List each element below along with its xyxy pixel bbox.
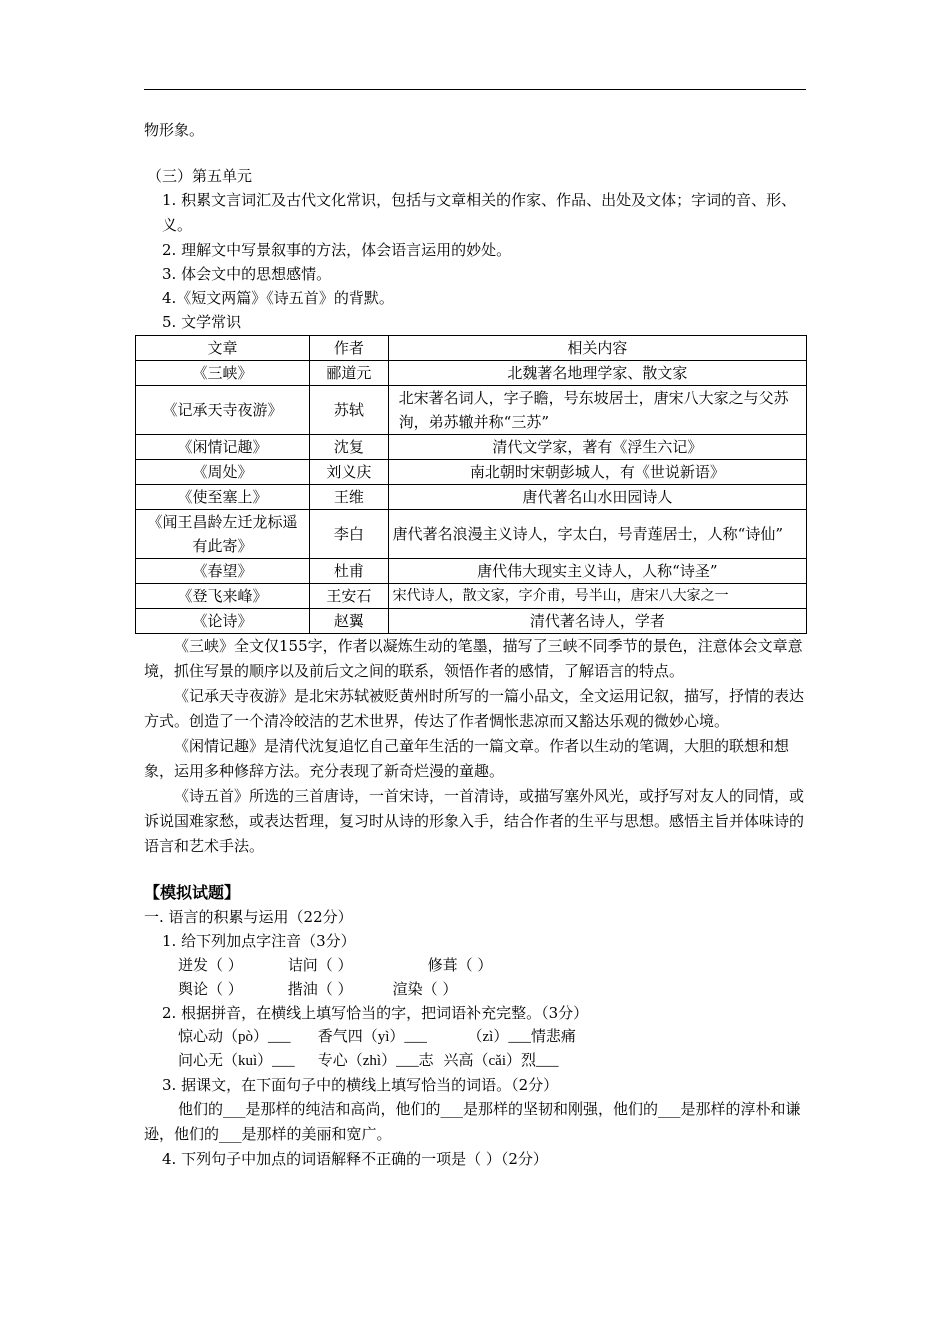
table-cell-author: 沈复 [310, 435, 389, 460]
table-row [136, 460, 807, 485]
table-cell-work: 《闲情记趣》 [136, 435, 310, 460]
question-3-text: 他们的___是那样的纯洁和高尚，他们的___是那样的坚韧和刚强，他们的___是那样的淳朴和谦逊，他们的___是那样的美丽和宽广。 [144, 1100, 801, 1143]
question-4-stem: 4. 下列句子中加点的词语解释不正确的一项是（ ）（2分） [162, 1150, 548, 1168]
header-rule [144, 89, 806, 90]
table-cell-info: 清代文学家，著有《浮生六记》 [388, 435, 806, 460]
pinyin-item: 揩油（ ） [287, 980, 353, 998]
fill-item: 专心（zhì）___志 [317, 1053, 434, 1069]
question-1-row-1 [144, 953, 806, 977]
paragraph: 《诗五首》所选的三首唐诗，一首宋诗，一首清诗，或描写塞外风光，或抒写对友人的同情，或诉说国难家愁，或表达哲理，复习时从诗的形象入手，结合作者的生平与思想。感悟主旨并体味诗的语言和艺术手法。 [144, 787, 805, 855]
table-row [136, 584, 807, 609]
table-cell-info: 唐代伟大现实主义诗人，人称“诗圣” [388, 559, 806, 584]
table-cell-work: 《周处》 [136, 460, 310, 485]
table-header-row [136, 336, 807, 361]
table-cell-info: 北宋著名词人，字子瞻，号东坡居士，唐宋八大家之与父苏洵，弟苏辙并称“三苏” [388, 386, 806, 435]
question-2-row-1 [144, 1025, 806, 1049]
table-cell-work: 《记承天寺夜游》 [136, 386, 310, 435]
unit-item-3: 3. 体会文中的思想感情。 [162, 265, 332, 283]
table-cell-work: 《闻王昌龄左迁龙标遥有此寄》 [136, 510, 310, 559]
paragraph: 《记承天寺夜游》是北宋苏轼被贬黄州时所写的一篇小品文，全文运用记叙，描写，抒情的表达方式。创造了一个清冷皎洁的艺术世界，传达了作者惆怅悲凉而又豁达乐观的微妙心境。 [144, 687, 805, 730]
exam-heading: 【模拟试题】 [144, 883, 241, 902]
table-row [136, 386, 807, 435]
paragraph: 《三峡》全文仅155字，作者以凝炼生动的笔墨，描写了三峡不同季节的景色，注意体会文章意境，抓住写景的顺序以及前后文之间的联系，领悟作者的感情，了解语言的特点。 [144, 637, 803, 680]
table-cell-author: 苏轼 [310, 386, 389, 435]
unit-item-5: 5. 文学常识 [162, 313, 242, 331]
table-cell-info: 唐代著名山水田园诗人 [388, 485, 806, 510]
table-row [136, 361, 807, 386]
question-2-stem: 2. 根据拼音，在横线上填写恰当的字，把词语补充完整。（3分） [162, 1004, 589, 1022]
section-title: 一. 语言的积累与运用（22分） [144, 908, 353, 926]
unit-title: （三）第五单元 [147, 167, 253, 185]
table-row [136, 435, 807, 460]
fill-item: （zì）___情悲痛 [467, 1029, 576, 1045]
question-1-row-2 [144, 977, 806, 1001]
table-cell-work: 《使至塞上》 [136, 485, 310, 510]
unit-item-1: 1. 积累文言词汇及古代文化常识，包括与文章相关的作家、作品、出处及文体；字词的音、形、义。 [162, 191, 797, 234]
table-row [136, 559, 807, 584]
table-header: 相关内容 [388, 336, 806, 361]
fill-item: 兴高（cǎi）烈___ [443, 1053, 559, 1069]
table-header: 作者 [310, 336, 389, 361]
table-cell-info: 清代著名诗人，学者 [388, 609, 806, 634]
pinyin-item: 诘问（ ） [287, 956, 353, 974]
literature-table [135, 335, 807, 634]
table-row [136, 609, 807, 634]
pinyin-item: 修葺（ ） [427, 956, 493, 974]
table-cell-author: 郦道元 [310, 361, 389, 386]
table-row [136, 510, 807, 559]
carryover-text: 物形象。 [144, 121, 205, 139]
table-cell-author: 王安石 [310, 584, 389, 609]
table-cell-author: 赵翼 [310, 609, 389, 634]
table-cell-info: 宋代诗人，散文家，字介甫，号半山，唐宋八大家之一 [388, 584, 806, 609]
table-cell-work: 《三峡》 [136, 361, 310, 386]
table-cell-work: 《登飞来峰》 [136, 584, 310, 609]
question-1-stem: 1. 给下列加点字注音（3分） [162, 932, 356, 950]
question-3-stem: 3. 据课文，在下面句子中的横线上填写恰当的词语。（2分） [162, 1076, 559, 1094]
table-cell-work: 《春望》 [136, 559, 310, 584]
table-cell-info: 北魏著名地理学家、散文家 [388, 361, 806, 386]
table-cell-author: 王维 [310, 485, 389, 510]
fill-item: 香气四（yì）___ [317, 1029, 427, 1045]
table-cell-info: 唐代著名浪漫主义诗人，字太白，号青莲居士，人称“诗仙” [388, 510, 806, 559]
table-row [136, 485, 807, 510]
fill-item: 惊心动（pò）___ [178, 1029, 291, 1045]
pinyin-item: 迸发（ ） [178, 956, 243, 974]
table-cell-author: 李白 [310, 510, 389, 559]
unit-item-2: 2. 理解文中写景叙事的方法，体会语言运用的妙处。 [162, 241, 512, 259]
pinyin-item: 渲染（ ） [392, 980, 458, 998]
table-cell-author: 刘义庆 [310, 460, 389, 485]
fill-item: 问心无（kuì）___ [178, 1053, 295, 1069]
table-cell-author: 杜甫 [310, 559, 389, 584]
question-2-row-2 [144, 1049, 806, 1073]
pinyin-item: 舆论（ ） [178, 980, 243, 998]
table-cell-work: 《论诗》 [136, 609, 310, 634]
table-cell-info: 南北朝时宋朝彭城人，有《世说新语》 [388, 460, 806, 485]
unit-item-4: 4.《短文两篇》《诗五首》的背默。 [162, 289, 394, 307]
document-page [144, 118, 806, 1171]
table-header: 文章 [136, 336, 310, 361]
paragraph: 《闲情记趣》是清代沈复追忆自己童年生活的一篇文章。作者以生动的笔调，大胆的联想和想象，运用多种修辞方法。充分表现了新奇烂漫的童趣。 [144, 737, 790, 780]
